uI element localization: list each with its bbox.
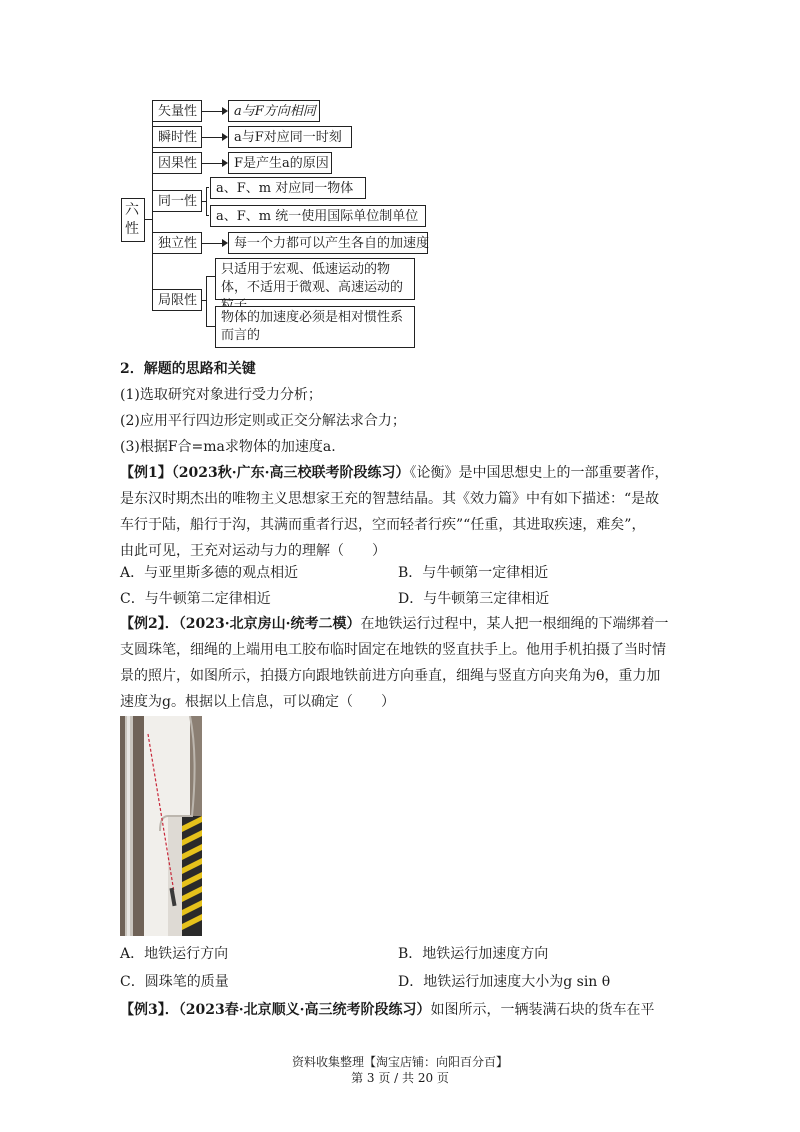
connector [152, 300, 153, 301]
connector [206, 187, 207, 215]
example3-first-line [120, 1000, 654, 1020]
example1-text-1: 《论衡》是中国思想史上的一部重要著作， [409, 465, 669, 481]
branch-vector: 矢量性 [152, 100, 202, 122]
example2-option-c: C．圆珠笔的质量 [120, 974, 229, 990]
example3-text-1: 如图所示，一辆装满石块的货车在平 [430, 1002, 655, 1018]
example2-option-d: D．地铁运行加速度大小为g sin θ [398, 974, 611, 990]
item-limitation-1: 只适用于宏观、低速运动的物体，不适用于微观、高速运动的 [215, 258, 415, 300]
example2-option-b: B．地铁运行加速度方向 [398, 946, 549, 962]
item-vector: a与F方向相同 [228, 100, 320, 122]
example3-source: （2023春·北京顺义·高三统考阶段练习） [178, 1002, 431, 1018]
example1-option-c: C．与牛顿第二定律相近 [120, 591, 271, 607]
item-identity-2: a、F、m 统一使用国际单位制单位 [210, 205, 426, 227]
example1-text-4: 由此可见，王充对运动与力的理解（ ） [120, 543, 386, 559]
step-2: (2)应用平行四边形定则或正交分解法求合力； [120, 413, 406, 429]
section-heading: 2．解题的思路和关键 [120, 361, 256, 377]
branch-instant: 瞬时性 [152, 126, 202, 148]
example1-option-a: A．与亚里斯多德的观点相近 [120, 565, 299, 581]
example2-text-1: 在地铁运行过程中，某人把一根细绳的下端绑着一 [360, 616, 669, 632]
example1-tag: 【例1】 [120, 465, 172, 481]
arrow-line [206, 215, 209, 216]
item-identity-1: a、F、m 对应同一物体 [210, 177, 366, 199]
example1-text-3: 车行于陆，船行于沟，其满而重者行迟，空而轻者行疾”“任重，其进取疾速，难矣”， [120, 517, 646, 533]
subway-photo-image [120, 716, 202, 936]
item-causal: F是产生a的原因 [228, 152, 332, 174]
page-number: 第 3 页 / 共 20 页 [351, 1071, 449, 1085]
item-limitation-2: 物体的加速度必须是相对惯性系而言的 [215, 306, 415, 348]
branch-limitation: 局限性 [152, 289, 202, 311]
arrow-line [206, 326, 215, 327]
item-instant: a与F对应同一时刻 [228, 126, 352, 148]
arrow-line [206, 276, 215, 277]
example3-tag: 【例3】． [120, 1002, 179, 1018]
diagram-root: 六性 [121, 198, 145, 242]
example2-text-3: 景的照片，如图所示，拍摄方向跟地铁前进方向垂直，细绳与竖直方向夹角为θ，重力加 [120, 668, 661, 684]
example1-option-b: B．与牛顿第一定律相近 [398, 565, 549, 581]
branch-causal: 因果性 [152, 152, 202, 174]
connector [145, 219, 152, 220]
branch-independence: 独立性 [152, 232, 202, 254]
example1-source: （2023秋·广东·高三校联考阶段练习） [171, 465, 410, 481]
example1-text-2: 是东汉时期杰出的唯物主义思想家王充的智慧结晶。其《效力篇》中有如下描述：“是故 [120, 491, 660, 507]
example1-first-line [120, 463, 668, 483]
step-3: (3)根据F合=ma求物体的加速度a. [120, 439, 336, 455]
branch-identity: 同一性 [152, 190, 202, 212]
step-1: (1)选取研究对象进行受力分析； [120, 387, 322, 403]
example2-tag: 【例2】． [120, 616, 179, 632]
example2-first-line [120, 614, 668, 634]
footer-source: 资料收集整理【淘宝店铺：向阳百分百】 [291, 1055, 508, 1069]
arrow-line [206, 187, 209, 188]
item-independence: 每一个力都可以产生各自的加速度 [228, 232, 428, 254]
subway-photo [120, 716, 202, 936]
example2-option-a: A．地铁运行方向 [120, 946, 229, 962]
example2-source: （2023·北京房山·统考二模） [178, 616, 361, 632]
example2-text-2: 支圆珠笔，细绳的上端用电工胶布临时固定在地铁的竖直扶手上。他用手机拍摄了当时情 [120, 642, 666, 658]
example1-option-d: D．与牛顿第三定律相近 [398, 591, 550, 607]
connector [206, 276, 207, 326]
example2-text-4: 速度为g。根据以上信息，可以确定（ ） [120, 694, 395, 710]
